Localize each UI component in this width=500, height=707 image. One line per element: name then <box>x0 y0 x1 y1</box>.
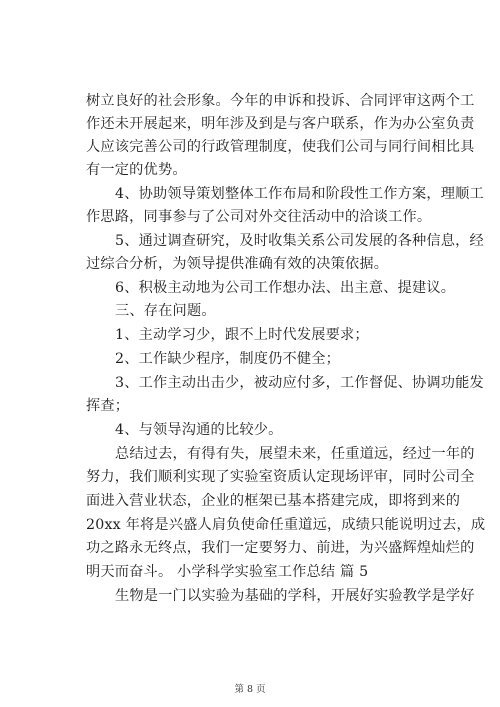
text-line: 作思路，同事参与了公司对外交往活动中的洽谈工作。 <box>86 209 432 225</box>
text-line: 树立良好的社会形象。今年的申诉和投诉、合同评审这两个工 <box>86 93 475 109</box>
text-line: 1、主动学习少，跟不上时代发展要求； <box>115 327 369 343</box>
text-line: 6、积极主动地为公司工作想办法、出主意、提建议。 <box>115 280 456 296</box>
text-line: 功之路永无终点，我们一定要努力、前进，为兴盛辉煌灿烂的 <box>86 540 475 556</box>
text-line: 20xx 年将是兴盛人肩负使命任重道远，成绩只能说明过去，成 <box>86 517 486 533</box>
page-number: 第 8 页 <box>234 684 266 695</box>
text-line: 2、工作缺少程序，制度仍不健全； <box>115 351 341 367</box>
text-line: 4、与领导沟通的比较少。 <box>115 422 283 438</box>
text-line: 面进入营业状态，企业的框架已基本搭建完成，即将到来的 <box>86 493 461 509</box>
text-line: 三、存在问题。 <box>115 303 216 319</box>
text-line: 生物是一门以实验为基础的学科，开展好实验教学是学好 <box>115 588 475 604</box>
text-line: 努力，我们顺利实现了实验室资质认定现场评审，同时公司全 <box>86 469 475 485</box>
text-line: 有一定的优势。 <box>86 162 187 178</box>
text-line: 总结过去，有得有失，展望未来，任重道远，经过一年的 <box>115 446 475 462</box>
text-line: 过综合分析，为领导提供准确有效的决策依据。 <box>86 256 389 272</box>
text-line: 作还未开展起来，明年涉及到是与客户联系，作为办公室负责 <box>86 116 475 132</box>
text-line: 3、工作主动出击少，被动应付多，工作督促、协调功能发 <box>115 375 484 391</box>
text-line: 人应该完善公司的行政管理制度，使我们公司与同行间相比具 <box>86 139 475 155</box>
text-line: 5、通过调查研究，及时收集关系公司发展的各种信息，经 <box>115 233 484 249</box>
text-line: 4、协助领导策划整体工作布局和阶段性工作方案，理顺工 <box>115 186 484 202</box>
text-line: 挥查； <box>86 398 130 414</box>
text-line: 明天而奋斗。 小学科学实验室工作总结 篇 5 <box>86 564 369 580</box>
